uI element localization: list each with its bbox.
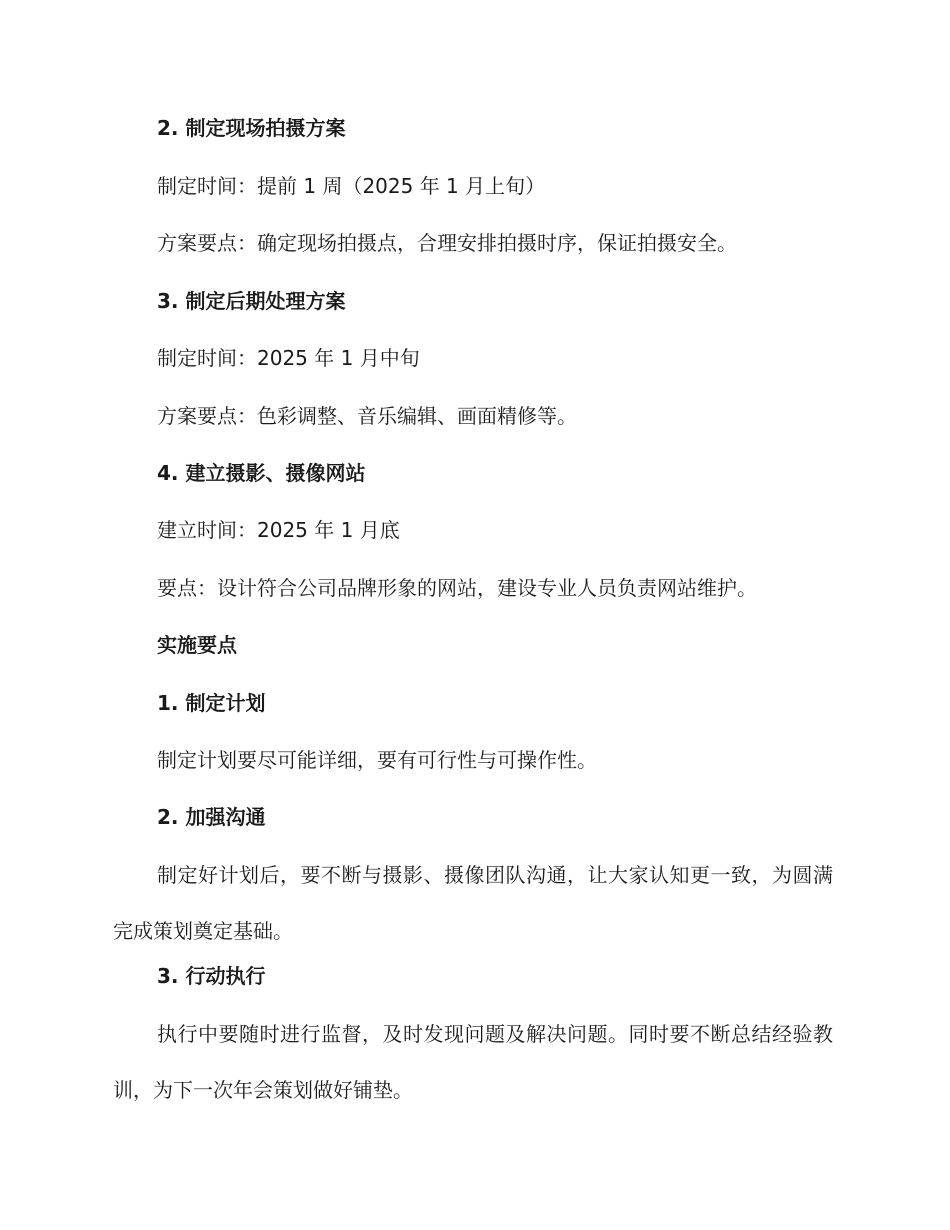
communication-text: 制定好计划后，要不断与摄影、摄像团队沟通，让大家认知更一致，为圆满完成策划奠定基础。 (113, 863, 833, 943)
section-heading-post-plan: 3. 制定后期处理方案 (157, 289, 346, 313)
post-plan-points: 方案要点：色彩调整、音乐编辑、画面精修等。 (157, 404, 577, 428)
website-time: 建立时间：2025 年 1 月底 (157, 518, 400, 542)
subheading-plan: 1. 制定计划 (157, 691, 266, 715)
website-points: 要点：设计符合公司品牌形象的网站，建设专业人员负责网站维护。 (157, 576, 757, 600)
shoot-plan-points: 方案要点：确定现场拍摄点，合理安排拍摄时序，保证拍摄安全。 (157, 231, 737, 255)
section-heading-shoot-plan: 2. 制定现场拍摄方案 (157, 116, 346, 140)
post-plan-time: 制定时间：2025 年 1 月中旬 (157, 346, 420, 370)
subheading-execution: 3. 行动执行 (157, 964, 266, 988)
shoot-plan-time: 制定时间：提前 1 周（2025 年 1 月上旬） (157, 174, 546, 198)
section-heading-implementation: 实施要点 (157, 633, 237, 657)
subheading-communication: 2. 加强沟通 (157, 805, 266, 829)
execution-text: 执行中要随时进行监督，及时发现问题及解决问题。同时要不断总结经验教训，为下一次年会策划做好铺垫。 (113, 1022, 833, 1102)
plan-text: 制定计划要尽可能详细，要有可行性与可操作性。 (157, 748, 597, 772)
section-heading-website: 4. 建立摄影、摄像网站 (157, 461, 366, 485)
